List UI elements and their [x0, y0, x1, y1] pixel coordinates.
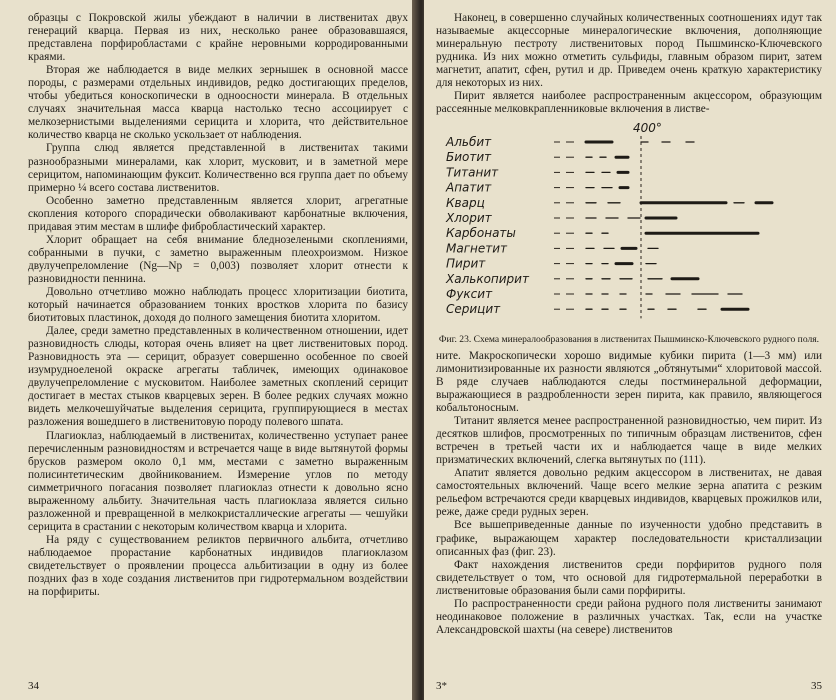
temperature-label: 400° [633, 122, 662, 136]
mineral-label: Апатит [446, 180, 492, 195]
diagram-svg [436, 122, 822, 334]
paragraph: Пирит является наиболее распространенным акцессором, образующим рассеянные мелковкрапленниковые включения в листве- [436, 90, 822, 116]
paragraph: Наконец, в совершенно случайных количественных соотношениях идут так называемые акцессорные минералогические включения, дополняющие минеральную пестроту лиственитовых пород Пышминско-Ключевского рудника. Из них можно отметить сульфиды, главным образом пирит, затем магнетит, апатит, сфен, рутил и др. Приведем очень краткую характеристику для некоторых из них. [436, 12, 822, 90]
page-number: 34 [28, 680, 39, 692]
paragraph: Далее, среди заметно представленных в количественном отношении, идет разновидность слюды, которая очень влияет на цвет лиственитовых пород. Разновидность эта — серицит, образует совершенно особенное по своей изумрудноеленой окраске агрегаты табличек, имеющих одинаковое двулучепреломление с мусковитом. Наиболее заметных скоплений серицит достигает в местах стыков кварцевых зерен. В более редких случаях можно видеть мелкочешуйчатые выделения серицита, группирующиеся в местах разложения вошедшего в лиственитовую породу полевого шпата. [28, 325, 408, 429]
mineral-label: Хлорит [446, 211, 492, 226]
mineral-label: Карбонаты [446, 226, 516, 241]
mineral-label: Серицит [446, 302, 501, 317]
paragraph: Группа слюд является представленной в лиственитах такими разнообразными минералами, как хлорит, мусковит, и в заметной мере серицитом, напоминающим фуксит. Количественно вся группа дает по объему примерно ¼ всего состава лиственитов. [28, 142, 408, 194]
paragraph: Хлорит обращает на себя внимание бледнозелеными скоплениями, собранными в пучки, с заметно выраженным плеохроизмом. Низкое двулучепреломление (Ng—Np = 0,003) позволяет хлорит отнести к разновидности пеннина. [28, 233, 408, 285]
mineral-label: Фуксит [446, 287, 493, 302]
mineral-label: Пирит [446, 256, 486, 271]
right-page [424, 0, 836, 700]
paragraph: ните. Макроскопически хорошо видимые кубики пирита (1—3 мм) или лимонитизированные их разности являются „обтянутыми“ хлоритовой массой. В ряде случаев наблюдаются следы постминеральной деформации, выражающиеся в раздробленности зерен пирита, как правило, являющегося кобальтоносным. [436, 349, 822, 415]
mineralization-diagram [436, 122, 822, 334]
signature-mark: 3* [436, 680, 447, 692]
paragraph: Апатит является довольно редким акцессором в лиственитах, не давая самостоятельных включений. Чаще всего мелкие зерна апатита с резким рельефом встречаются среди кварцевых индивидов, кварцевых прожилков или, реже, даже среди рудных зерен. [436, 467, 822, 519]
paragraph: Особенно заметно представленным является хлорит, агрегатные скопления которого спорадически обволакивают карбонатные включения, придавая этим местам в шлифе фибробластический характер. [28, 194, 408, 233]
paragraph: Довольно отчетливо можно наблюдать процесс хлоритизации биотита, который начинается образованием тонких вростков хлорита по базису биотитовых пластинок, доходя до полного замещения биотита хлоритом. [28, 285, 408, 325]
mineral-label: Кварц [446, 196, 485, 211]
paragraph: Плагиоклаз, наблюдаемый в лиственитах, количественно уступает ранее перечисленным разновидностям и встречается чаще в виде вытянутой формы брусков размером около 0,1 мм, местами с заметно выраженным полисинтетическим двойникованием. Измерение углов по методу симметричного погасания позволяет плагиоклаз отнести к довольно ясно выраженному альбиту. Значительная часть плагиоклаза является сильно разложенной и превращенной в мелкокристаллические агрегаты — чешуйки серицита в срастании с некоторым количеством кварца и хлорита. [28, 429, 408, 533]
paragraph: Факт нахождения лиственитов среди порфиритов рудного поля свидетельствует о том, что основой для гидротермальной переработки в лиственитовые образования были сами порфириты. [436, 558, 822, 597]
mineral-label: Халькопирит [446, 272, 529, 287]
page-number: 35 [811, 680, 822, 692]
mineral-label: Магнетит [446, 241, 508, 256]
mineral-label: Титанит [446, 165, 499, 180]
figure-caption: Фиг. 23. Схема минералообразования в лиственитах Пышминско-Ключевского рудного поля. [438, 334, 820, 346]
paragraph: образцы с Покровской жилы убеждают в наличии в лиственитах двух генераций кварца. Первая из них, несколько ранее образовавшаяся, представлена порфиробластами с крайне неровными корродированными краями. [28, 12, 408, 64]
paragraph: По распространенности среди района рудного поля листвениты занимают неодинаковое положение в различных участках. Так, если на участке Александровской шахты (на севере) лиственитов [436, 597, 822, 636]
mineral-label: Альбит [446, 135, 492, 150]
paragraph: Вторая же наблюдается в виде мелких зернышек в основной массе породы, с размерами отдельных индивидов, редко достигающих пределов, чтобы убедиться коноскопически в одноосности минерала. В отдельных случаях значительная масса кварца настолько тесно ассоциирует с мелкозернистыми выделениями серицита и хлорита, что действительное количество кварца не сколько ускользает от наблюдения. [28, 64, 408, 142]
mineral-label: Биотит [446, 150, 492, 165]
paragraph: Все вышеприведенные данные по изученности удобно представить в графике, выражающем характер последовательности кристаллизации описанных фаз (фиг. 23). [436, 519, 822, 558]
paragraph: На ряду с существованием реликтов первичного альбита, отчетливо наблюдаемое прорастание карбонатных индивидов плагиоклазом свидетельствует о проявлении процесса альбитизации в одну из более поздних фаз в ходе создания лиственитов при гидротермальном воздействии на порфириты. [28, 533, 408, 599]
paragraph: Титанит является менее распространенной разновидностью, чем пирит. Из десятков шлифов, просмотренных по типичным образцам лиственитов, сфен встречен в третьей части их и наблюдается чаще в виде мелких призматических включений, слегка вытянутых по (111). [436, 415, 822, 467]
